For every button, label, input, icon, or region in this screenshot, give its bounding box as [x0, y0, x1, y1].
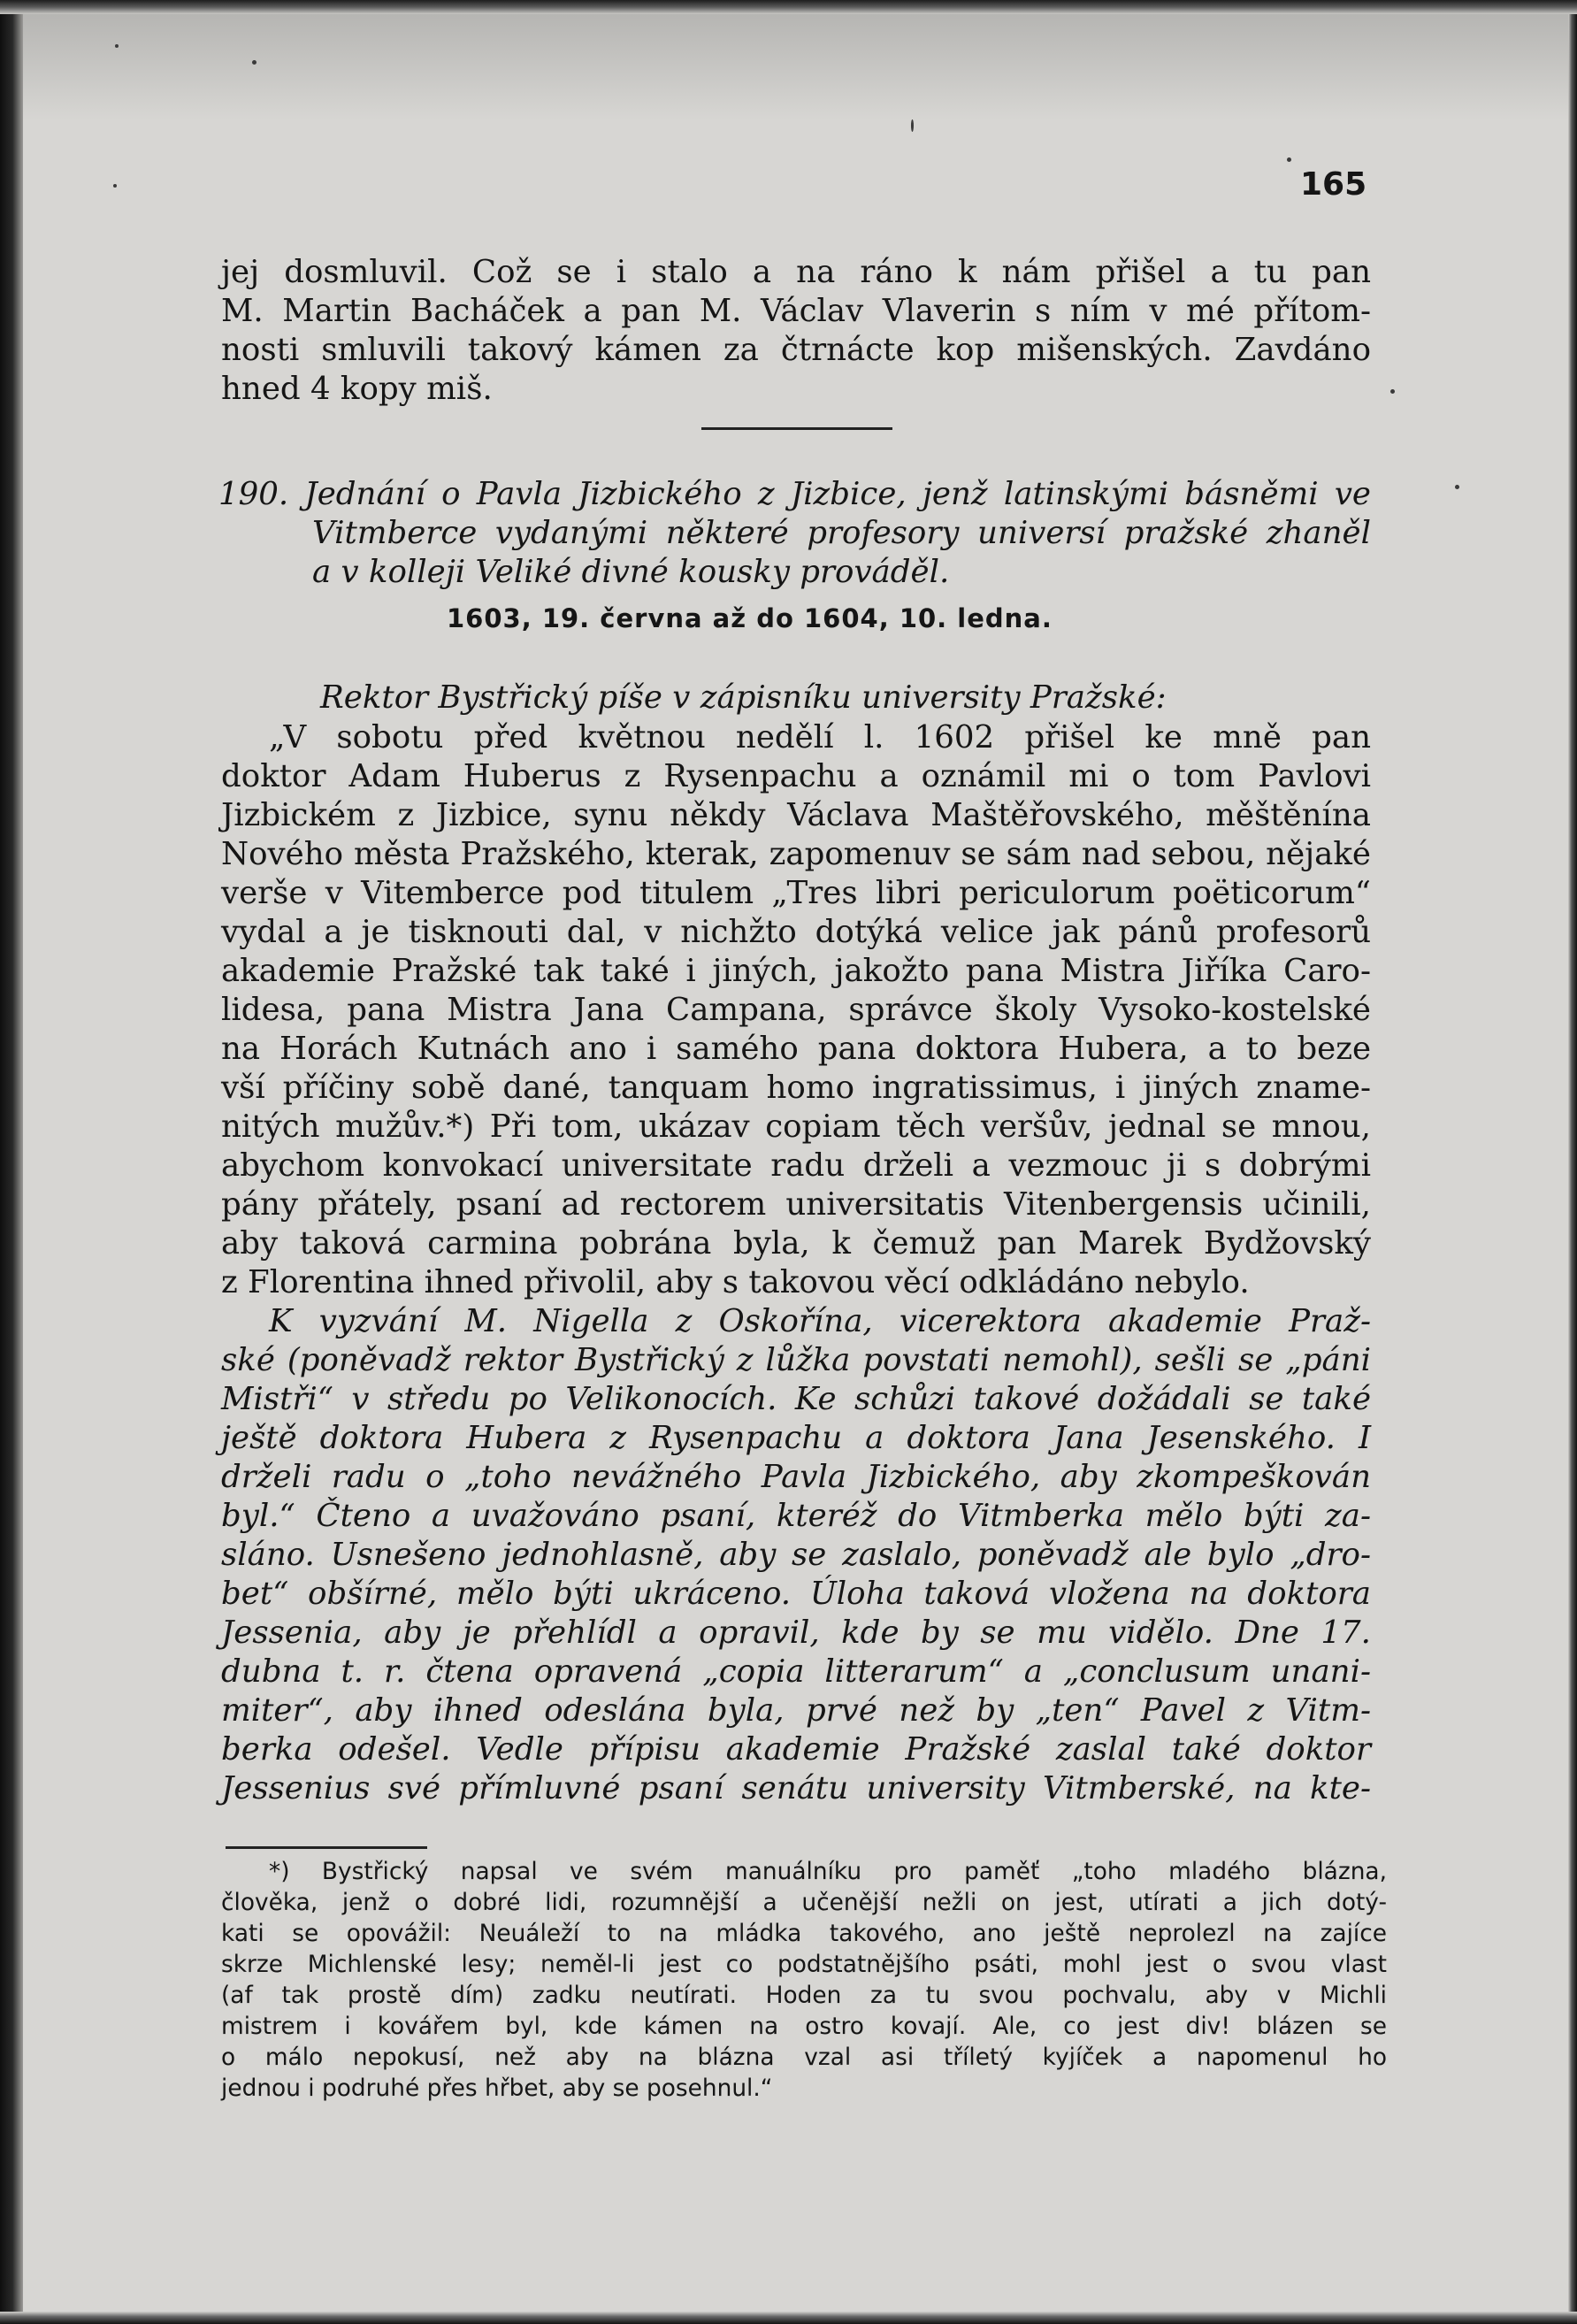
text-line: nosti smluvili takový kámen za čtrnácte kop mišenských. Zavdáno [221, 332, 1371, 368]
intro-paragraph [221, 253, 1371, 409]
text-line: hned 4 kopy miš. [221, 371, 493, 407]
text-line: Jizbickém z Jizbice, synu někdy Václava Maštěřovského, měštěnína [221, 797, 1371, 833]
text-line: Jessenia, aby je přehlídl a opravil, kde by se mu vidělo. Dne 17. [221, 1615, 1371, 1651]
scan-speck [1287, 157, 1291, 162]
footnote-separator [226, 1846, 427, 1849]
text-line: aby taková carmina pobrána byla, k čemuž pan Marek Bydžovský [221, 1225, 1371, 1262]
narrative-paragraph [221, 1302, 1371, 1808]
scan-speck [911, 119, 914, 132]
text-line: Nového města Pražského, kterak, zapomenuv se sám nad sebou, nějaké [221, 836, 1371, 872]
section-separator [701, 427, 892, 430]
text-line: ské (poněvadž rektor Bystřický z lůžka povstati nemohl), sešli se „páni [221, 1342, 1371, 1378]
text-line: M. Martin Bacháček a pan M. Václav Vlaverin s ním v mé přítom- [221, 293, 1371, 329]
heading-line: Vitmberce vydanými některé profesory universí pražské zhaněl [312, 515, 1371, 551]
text-line: ještě doktora Hubera z Rysenpachu a doktora Jana Jesenského. I [221, 1420, 1371, 1456]
text-line: abychom konvokací universitate radu drželi a vezmouc ji s dobrými [221, 1147, 1371, 1184]
scan-right-edge [1568, 0, 1577, 2324]
scan-speck [252, 60, 256, 65]
footnote-line: (af tak prostě dím) zadku neutírati. Hoden za tu svou pochvalu, aby v Michli [221, 1982, 1387, 2009]
scan-speck [1455, 485, 1459, 489]
text-line: jej dosmluvil. Což se i stalo a na ráno k nám přišel a tu pan [221, 254, 1371, 290]
footnote-line: mistrem i kovářem byl, kde kámen na ostro kovají. Ale, co jest div! blázen se [221, 2013, 1387, 2040]
text-line: Mistři“ v středu po Velikonocích. Ke schůzi takové dožádali se také [221, 1381, 1371, 1417]
text-line: vydal a je tisknouti dal, v nichžto dotýká velice jak pánů profesorů [221, 914, 1371, 950]
text-line: vší příčiny sobě dané, tanquam homo ingratissimus, i jiných zname- [221, 1070, 1371, 1106]
text-line: K vyzvání M. Nigella z Oskořína, vicerektora akademie Praž- [269, 1303, 1371, 1339]
text-line: akademie Pražské tak také i jiných, jakožto pana Mistra Jiříka Caro- [221, 953, 1371, 989]
text-line: Jessenius své přímluvné psaní senátu university Vitmberské, na kte- [221, 1770, 1371, 1806]
scan-left-edge [0, 0, 23, 2324]
footnote-line: skrze Michlenské lesy; neměl-li jest co podstatnějšího psáti, mohl jest o svou vlast [221, 1951, 1387, 1978]
footnote-line: člověka, jenž o dobré lidi, rozumnější a učenější nežli on jest, utírati a jich dotý- [221, 1889, 1387, 1916]
section-heading [218, 475, 1371, 592]
footnote-line: *) Bystřický napsal ve svém manuálníku pro paměť „toho mladého blázna, [269, 1858, 1387, 1885]
text-line: verše v Vitemberce pod titulem „Tres libri periculorum poëticorum“ [221, 875, 1371, 911]
text-line: z Florentina ihned přivolil, aby s takovou věcí odkládáno nebylo. [221, 1264, 1250, 1300]
scan-top-edge [0, 0, 1577, 14]
footnote-line: o málo nepokusí, než aby na blázna vzal asi tříletý kyjíček a napomenul ho [221, 2044, 1387, 2071]
text-line: lidesa, pana Mistra Jana Campana, správce školy Vysoko-kostelské [221, 992, 1371, 1028]
footnote-line: jednou i podruhé přes hřbet, aby se posehnul.“ [221, 2075, 773, 2102]
scan-bottom-edge [0, 2312, 1577, 2324]
date-range: 1603, 19. června až do 1604, 10. ledna. [447, 603, 1053, 633]
text-line: „V sobotu před květnou nedělí l. 1602 přišel ke mně pan [269, 719, 1371, 755]
text-line: bet“ obšírné, mělo býti ukráceno. Úloha taková vložena na doktora [221, 1576, 1371, 1612]
scan-speck [115, 44, 119, 48]
text-line: pány přátely, psaní ad rectorem universitatis Vitenbergensis učinili, [221, 1186, 1371, 1223]
footnote-line: kati se opovážil: Neuáleží to na mládka takového, ano ještě neprolezl na zajíce [221, 1920, 1387, 1947]
text-line: berka odešel. Vedle přípisu akademie Pražské zaslal také doktor [221, 1731, 1371, 1768]
text-line: nitých mužův.*) Při tom, ukázav copiam těch veršův, jednal se mnou, [221, 1108, 1371, 1145]
text-line: doktor Adam Huberus z Rysenpachu a oznámil mi o tom Pavlovi [221, 758, 1371, 794]
quote-paragraph [221, 718, 1371, 1302]
page-shading [23, 14, 1568, 120]
footnote [221, 1856, 1387, 2104]
source-note: Rektor Bystřický píše v zápisníku university Pražské: [320, 679, 1167, 716]
text-line: drželi radu o „toho nevážného Pavla Jizbického, aby zkompeškován [221, 1459, 1371, 1495]
text-line: byl.“ Čteno a uvažováno psaní, kteréž do Vitmberka mělo býti za- [221, 1498, 1371, 1534]
text-line: na Horách Kutnách ano i samého pana doktora Hubera, a to beze [221, 1031, 1371, 1067]
heading-line: a v kolleji Veliké divné kousky prováděl. [312, 554, 950, 590]
text-line: sláno. Usnešeno jednohlasně, aby se zaslalo, poněvadž ale bylo „dro- [221, 1537, 1371, 1573]
text-line: dubna t. r. čtena opravená „copia litterarum“ a „conclusum unani- [221, 1653, 1371, 1690]
scan-speck [1390, 389, 1395, 394]
page-number: 165 [1300, 166, 1367, 203]
text-line: miter“, aby ihned odeslána byla, prvé než by „ten“ Pavel z Vitm- [221, 1692, 1371, 1729]
heading-line: 190. Jednání o Pavla Jizbického z Jizbice, jenž latinskými básněmi ve [218, 476, 1371, 512]
scan-speck [113, 184, 117, 188]
